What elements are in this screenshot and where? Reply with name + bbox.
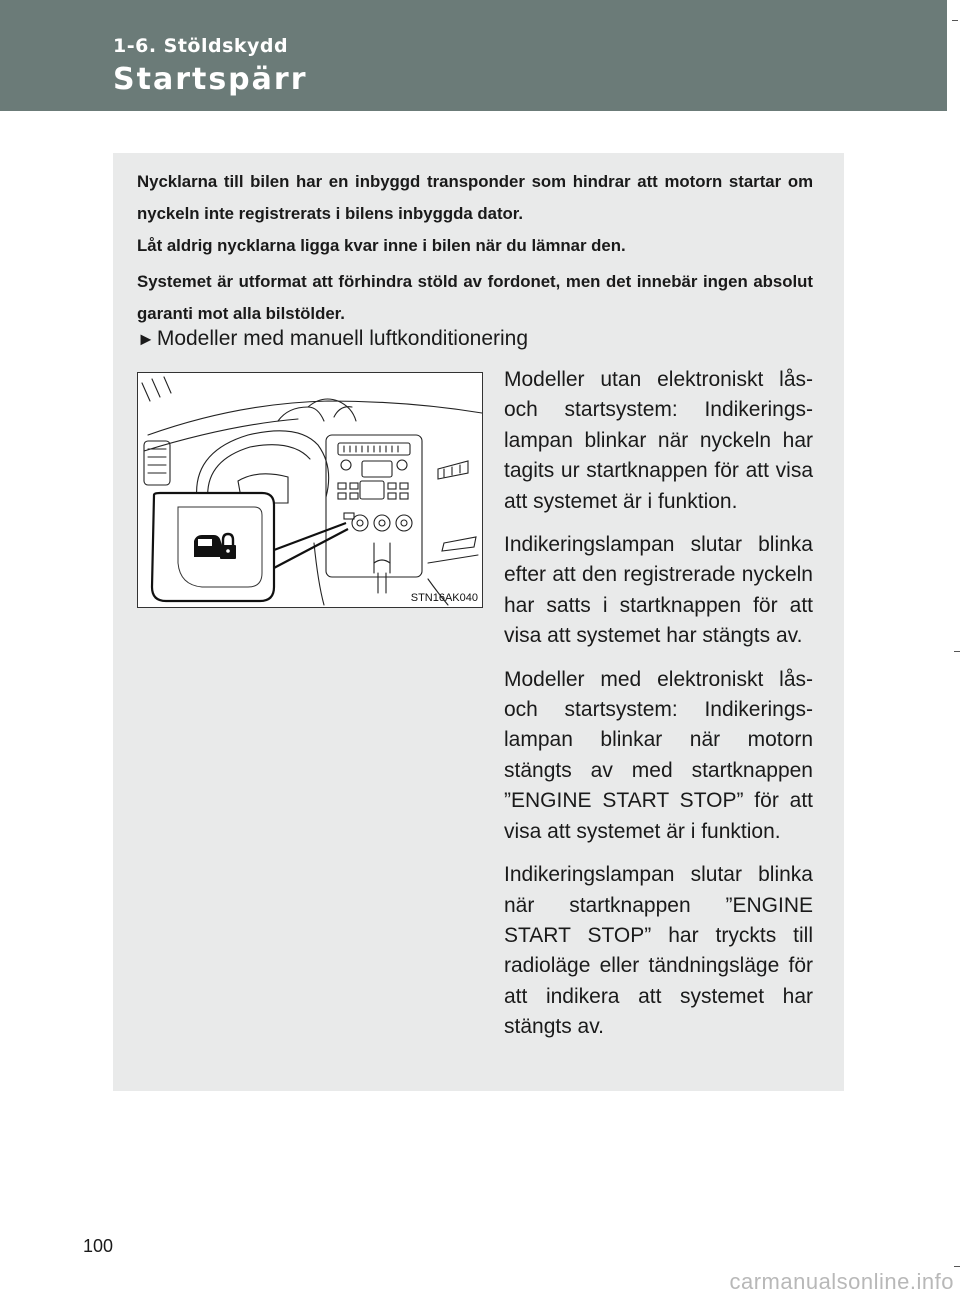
figure-code: STN16AK040 — [410, 592, 478, 604]
section-label: 1-6. Stöldskydd — [113, 35, 289, 57]
triangle-marker-icon: ► — [137, 329, 155, 349]
body-paragraph-2: Indikeringslampan slutar blinka efter att den registrerade nyckeln har satts i startknappen för att visa att systemet har stängts av. — [504, 533, 813, 648]
page-number: 100 — [83, 1236, 114, 1256]
dashboard-drawing — [138, 373, 482, 607]
callout — [152, 493, 348, 601]
chapter-header — [0, 0, 947, 111]
watermark: carmanualsonline.info — [729, 1269, 954, 1294]
intro-block — [137, 166, 813, 330]
dashboard-illustration — [137, 372, 483, 608]
subheading-text: Modeller med manuell luftkonditionering — [156, 327, 529, 350]
intro-paragraph-transponder: Nycklarna till bilen har en inbyggd transponder som hindrar att motorn startar om nyckeln inte registrerats i bilens inbyggda dator. — [137, 172, 813, 223]
body-paragraph-1: Modeller utan elektroniskt lås- och startsystem: Indikeringslampan blinkar när nyckeln har tagits ur startknappen för att visa att systemet är i funktion. — [504, 368, 813, 513]
body-paragraph-3: Modeller med elektroniskt lås- och startsystem: Indikeringslampan blinkar när motorn stängts av med startknappen ”ENGINE START STOP” för att visa att systemet är i funktion. — [504, 667, 813, 843]
edge-tick-bottom — [954, 1266, 960, 1267]
body-paragraph-4: Indikeringslampan slutar blinka när startknappen ”ENGINE START STOP” har tryckts till radioläge eller tändningsläge för att indikera att systemet har stängts av. — [504, 863, 813, 1039]
subheading — [137, 327, 528, 351]
edge-tick-middle — [954, 651, 960, 652]
page-title: Startspärr — [113, 62, 308, 97]
intro-paragraph-warning: Låt aldrig nycklarna ligga kvar inne i bilen när du lämnar den. — [137, 236, 626, 255]
edge-tick-top — [952, 20, 958, 21]
intro-paragraph-disclaimer: Systemet är utformat att förhindra stöld av fordonet, men det innebär ingen absolut garanti mot alla bilstölder. — [137, 272, 813, 323]
body-text — [504, 365, 813, 1056]
